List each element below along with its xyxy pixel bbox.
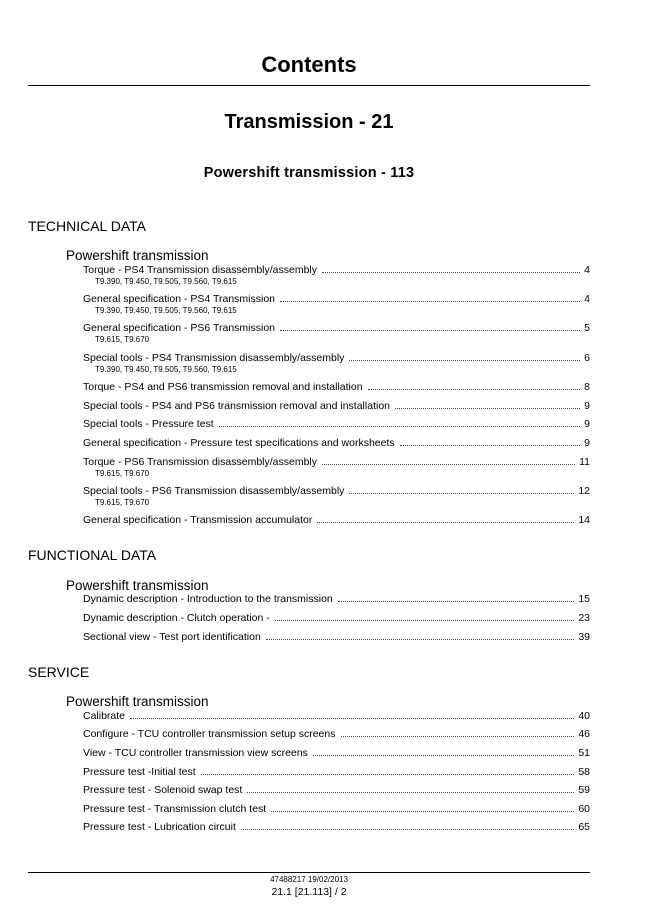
- toc-entry-title: General specification - Transmission accumulator: [83, 514, 313, 526]
- toc-page-number: 11: [579, 456, 590, 468]
- toc-leader-dots: [338, 601, 575, 602]
- toc-entry-title: Torque - PS4 and PS6 transmission removal and installation: [83, 381, 363, 393]
- toc-page-number: 51: [578, 747, 590, 759]
- toc-entry-title: View - TCU controller transmission view screens: [83, 747, 308, 759]
- toc-entry[interactable]: [83, 631, 590, 645]
- toc-page-number: 5: [584, 322, 590, 334]
- footer-doc-code: 47488217 19/02/2013: [270, 875, 348, 884]
- toc-entry[interactable]: [83, 322, 590, 336]
- toc-entry[interactable]: [83, 710, 590, 724]
- toc-entry[interactable]: [83, 437, 590, 451]
- toc-page-number: 9: [584, 418, 590, 430]
- toc-page-number: 4: [584, 264, 590, 276]
- toc-leader-dots: [271, 811, 574, 812]
- section-title: Powershift transmission - 113: [203, 165, 415, 181]
- toc-entry-title: Dynamic description - Clutch operation -: [83, 612, 270, 624]
- toc-leader-dots: [241, 829, 574, 830]
- toc-page-number: 8: [584, 381, 590, 393]
- toc-entry[interactable]: [83, 264, 590, 278]
- toc-page-number: 23: [578, 612, 590, 624]
- toc-page-number: 9: [584, 400, 590, 412]
- toc-entry-title: Configure - TCU controller transmission setup screens: [83, 728, 336, 740]
- footer-page-reference: 21.1 [21.113] / 2: [271, 886, 347, 898]
- toc-entry-title: Special tools - PS6 Transmission disassembly/assembly: [83, 485, 345, 497]
- toc-page-number: 58: [578, 766, 590, 778]
- toc-page-number: 59: [578, 784, 590, 796]
- toc-entry-title: Dynamic description - Introduction to the transmission: [83, 593, 333, 605]
- toc-entry-title: Pressure test - Lubrication circuit: [83, 821, 236, 833]
- toc-leader-dots: [280, 301, 580, 302]
- header-rule: [28, 85, 590, 86]
- toc-page-number: 39: [578, 631, 590, 643]
- toc-page-number: 9: [584, 437, 590, 449]
- footer-rule: [28, 872, 590, 873]
- toc-leader-dots: [247, 792, 574, 793]
- toc-leader-dots: [322, 272, 580, 273]
- subgroup-heading: Powershift transmission: [66, 694, 209, 709]
- toc-entry-models: T9.615, T9.670: [95, 498, 150, 507]
- toc-leader-dots: [322, 464, 575, 465]
- toc-page-number: 60: [578, 803, 590, 815]
- toc-entry-title: Calibrate: [83, 710, 126, 722]
- toc-entry-title: Sectional view - Test port identification: [83, 631, 261, 643]
- toc-entry-title: Special tools - Pressure test: [83, 418, 214, 430]
- toc-entry-title: General specification - Pressure test specifications and worksheets: [83, 437, 395, 449]
- toc-page-number: 6: [584, 352, 590, 364]
- toc-page-number: 46: [578, 728, 590, 740]
- toc-leader-dots: [266, 639, 574, 640]
- toc-entry[interactable]: [83, 456, 590, 470]
- toc-leader-dots: [341, 736, 575, 737]
- toc-page-number: 14: [578, 514, 590, 526]
- toc-leader-dots: [130, 718, 574, 719]
- toc-page-number: 15: [578, 593, 590, 605]
- toc-entry-models: T9.390, T9.450, T9.505, T9.560, T9.615: [95, 306, 237, 315]
- toc-entry-title: Special tools - PS4 Transmission disassembly/assembly: [83, 352, 345, 364]
- page-title: Contents: [261, 52, 357, 77]
- toc-leader-dots: [368, 389, 581, 390]
- toc-entry-title: Torque - PS6 Transmission disassembly/assembly: [83, 456, 318, 468]
- toc-entry-title: General specification - PS4 Transmission: [83, 293, 275, 305]
- toc-entry-title: Special tools - PS4 and PS6 transmission removal and installation: [83, 400, 390, 412]
- toc-entry-models: T9.390, T9.450, T9.505, T9.560, T9.615: [95, 277, 237, 286]
- toc-entry-models: T9.615, T9.670: [95, 469, 150, 478]
- toc-leader-dots: [313, 755, 574, 756]
- toc-entry-models: T9.390, T9.450, T9.505, T9.560, T9.615: [95, 365, 237, 374]
- toc-leader-dots: [395, 408, 580, 409]
- group-heading-technical-data: TECHNICAL DATA: [28, 218, 146, 234]
- toc-entry[interactable]: [83, 747, 590, 761]
- toc-entry-title: Pressure test -Initial test: [83, 766, 196, 778]
- toc-leader-dots: [280, 330, 580, 331]
- toc-entry[interactable]: [83, 418, 590, 432]
- toc-entry[interactable]: [83, 381, 590, 395]
- toc-entry[interactable]: [83, 784, 590, 798]
- toc-entry[interactable]: [83, 821, 590, 835]
- toc-entry[interactable]: [83, 400, 590, 414]
- toc-entry[interactable]: [83, 766, 590, 780]
- toc-leader-dots: [349, 360, 580, 361]
- toc-entry[interactable]: [83, 352, 590, 366]
- toc-page-number: 40: [578, 710, 590, 722]
- toc-entry-title: Torque - PS4 Transmission disassembly/assembly: [83, 264, 318, 276]
- toc-entry[interactable]: [83, 593, 590, 607]
- subgroup-heading: Powershift transmission: [66, 248, 209, 263]
- toc-entry[interactable]: [83, 514, 590, 528]
- subgroup-heading: Powershift transmission: [66, 578, 209, 593]
- toc-entry[interactable]: [83, 612, 590, 626]
- toc-entry-models: T9.615, T9.670: [95, 335, 150, 344]
- toc-page-number: 65: [578, 821, 590, 833]
- toc-leader-dots: [219, 426, 580, 427]
- toc-page-number: 12: [578, 485, 590, 497]
- toc-leader-dots: [275, 620, 575, 621]
- toc-page-number: 4: [584, 293, 590, 305]
- toc-entry[interactable]: [83, 728, 590, 742]
- group-heading-service: SERVICE: [28, 664, 90, 680]
- chapter-title: Transmission - 21: [224, 111, 394, 133]
- group-heading-functional-data: FUNCTIONAL DATA: [28, 547, 157, 563]
- toc-entry[interactable]: [83, 485, 590, 499]
- toc-entry-title: Pressure test - Transmission clutch test: [83, 803, 267, 815]
- toc-entry-title: Pressure test - Solenoid swap test: [83, 784, 243, 796]
- toc-leader-dots: [400, 445, 581, 446]
- toc-leader-dots: [317, 522, 574, 523]
- toc-leader-dots: [201, 774, 575, 775]
- toc-entry[interactable]: [83, 803, 590, 817]
- toc-entry-title: General specification - PS6 Transmission: [83, 322, 275, 334]
- toc-entry[interactable]: [83, 293, 590, 307]
- toc-leader-dots: [349, 493, 574, 494]
